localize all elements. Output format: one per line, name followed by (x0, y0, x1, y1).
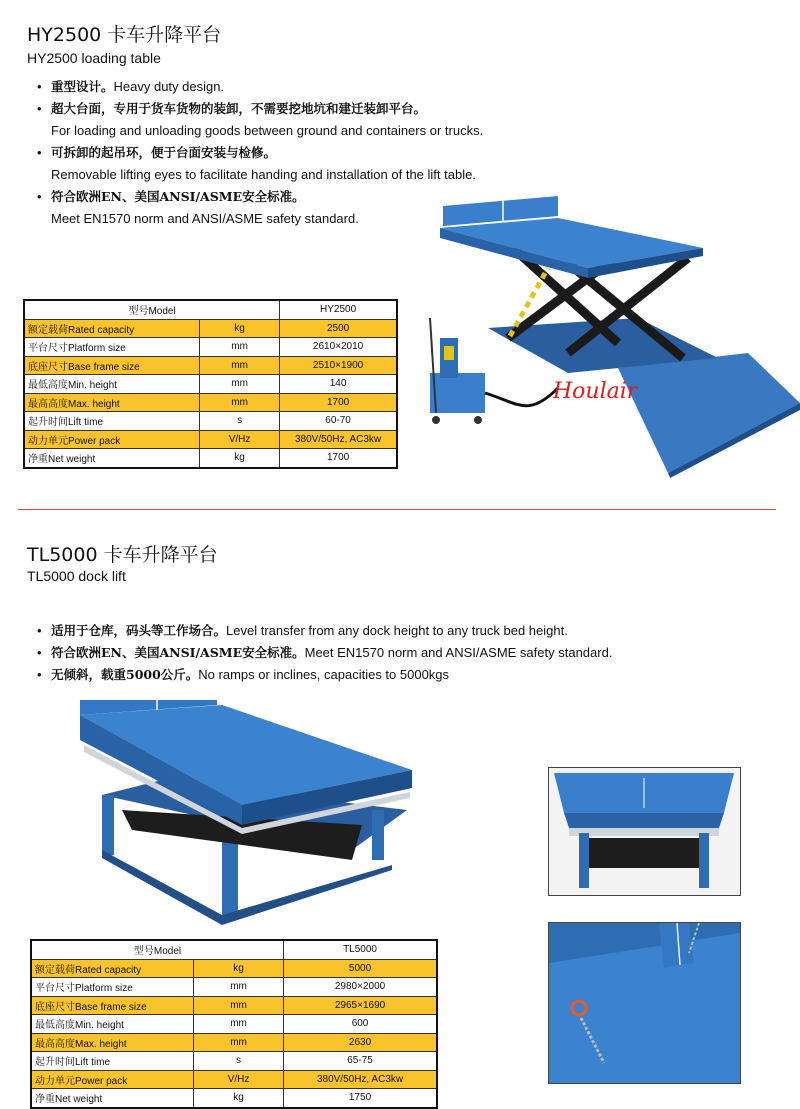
bullet-cn: 符合欧洲EN、美国ANSI/ASME安全标准。 (51, 645, 305, 660)
table-header-row (24, 300, 397, 319)
row-value: 380V/50Hz, AC3kw (280, 430, 397, 449)
row-value: 140 (280, 375, 397, 394)
row-unit: V/Hz (200, 430, 280, 449)
row-unit: kg (200, 319, 280, 338)
table-row (31, 1015, 437, 1034)
row-value: 2630 (284, 1033, 437, 1052)
table-row (24, 319, 397, 338)
table-row (24, 412, 397, 431)
bullet-item: • 符合欧洲EN、美国ANSI/ASME安全标准。 (37, 189, 305, 204)
row-value: 2965×1690 (284, 996, 437, 1015)
tl5000-detail-photo-1 (548, 767, 741, 896)
hy2500-spec-table (23, 299, 398, 469)
table-header-row (31, 940, 437, 959)
table-row (31, 978, 437, 997)
row-value: 600 (284, 1015, 437, 1034)
bullet-continuation: For loading and unloading goods between ground and containers or trucks. (51, 123, 484, 138)
row-value: 380V/50Hz, AC3kw (284, 1070, 437, 1089)
row-unit: mm (200, 393, 280, 412)
row-value: 1700 (280, 449, 397, 468)
row-value: 1750 (284, 1089, 437, 1108)
bullet-cn: 符合欧洲EN、美国ANSI/ASME安全标准。 (51, 189, 305, 204)
bullet-item: • 可拆卸的起吊环，便于台面安装与检修。 (37, 145, 277, 160)
row-label: 起升时间Lift time (24, 412, 200, 431)
row-value: 5000 (284, 959, 437, 978)
section1-subtitle: HY2500 loading table (27, 50, 161, 66)
section-divider (18, 509, 776, 510)
row-unit: mm (194, 996, 284, 1015)
row-unit: mm (200, 338, 280, 357)
section2-title: TL5000 卡车升降平台 (27, 544, 218, 566)
row-unit: s (200, 412, 280, 431)
section1-bullets (37, 76, 483, 230)
row-label: 额定载荷Rated capacity (31, 959, 194, 978)
row-unit: kg (194, 959, 284, 978)
table-row (31, 959, 437, 978)
row-label: 动力单元Power pack (24, 430, 200, 449)
table-header-value: HY2500 (280, 300, 397, 319)
row-label: 动力单元Power pack (31, 1070, 194, 1089)
row-label: 底座尺寸Base frame size (31, 996, 194, 1015)
table-row (24, 375, 397, 394)
row-label: 底座尺寸Base frame size (24, 356, 200, 375)
bullet-en: Meet EN1570 norm and ANSI/ASME safety standard. (304, 645, 613, 660)
row-value: 2610×2010 (280, 338, 397, 357)
row-value: 1700 (280, 393, 397, 412)
row-unit: mm (194, 978, 284, 997)
row-unit: mm (200, 375, 280, 394)
row-label: 平台尺寸Platform size (31, 978, 194, 997)
bullet-item: • 超大台面，专用于货车货物的装卸，不需要挖地坑和建迁装卸平台。 (37, 101, 427, 116)
bullet-continuation: Meet EN1570 norm and ANSI/ASME safety standard. (51, 211, 359, 226)
row-value: 2500 (280, 319, 397, 338)
table-row (24, 338, 397, 357)
section2-bullets (37, 620, 612, 686)
row-label: 平台尺寸Platform size (24, 338, 200, 357)
row-unit: mm (194, 1015, 284, 1034)
table-row (31, 1033, 437, 1052)
table-row (24, 393, 397, 412)
row-label: 最高高度Max. height (24, 393, 200, 412)
row-unit: mm (194, 1033, 284, 1052)
row-unit: kg (200, 449, 280, 468)
bullet-en: Heavy duty design. (113, 79, 225, 94)
bullet-continuation: Removable lifting eyes to facilitate handing and installation of the lift table. (51, 167, 476, 182)
bullet-item: • 符合欧洲EN、美国ANSI/ASME安全标准。Meet EN1570 norm and ANSI/ASME safety standard. (37, 645, 613, 660)
tl5000-detail-photo-2 (548, 922, 741, 1084)
bullet-en: Level transfer from any dock height to any truck bed height. (226, 623, 568, 638)
row-unit: mm (200, 356, 280, 375)
bullet-cn: 无倾斜，载重5000公斤。 (51, 667, 199, 682)
hy2500-lift-table-photo (418, 188, 800, 478)
bullet-item: • 无倾斜，载重5000公斤。No ramps or inclines, capacities to 5000kgs (37, 667, 450, 682)
bullet-cn: 可拆卸的起吊环，便于台面安装与检修。 (51, 145, 277, 160)
bullet-item: • 适用于仓库，码头等工作场合。Level transfer from any dock height to any truck bed height. (37, 623, 568, 638)
row-unit: V/Hz (194, 1070, 284, 1089)
row-label: 最低高度Min. height (24, 375, 200, 394)
bullet-item: • 重型设计。Heavy duty design. (37, 79, 225, 94)
table-header-value: TL5000 (284, 940, 437, 959)
row-unit: s (194, 1052, 284, 1071)
table-header-model: 型号Model (31, 940, 284, 959)
row-label: 净重Net weight (24, 449, 200, 468)
table-header-model: 型号Model (24, 300, 280, 319)
table-row (24, 449, 397, 468)
row-label: 净重Net weight (31, 1089, 194, 1108)
table-row (31, 1089, 437, 1108)
table-row (31, 996, 437, 1015)
table-row (31, 1052, 437, 1071)
row-value: 2510×1900 (280, 356, 397, 375)
row-label: 最低高度Min. height (31, 1015, 194, 1034)
tl5000-spec-table (30, 939, 438, 1109)
row-value: 65-75 (284, 1052, 437, 1071)
watermark-text: Houlair (553, 379, 638, 404)
tl5000-dock-lift-photo (62, 700, 424, 930)
table-row (24, 430, 397, 449)
bullet-cn: 重型设计。 (51, 79, 114, 94)
row-label: 起升时间Lift time (31, 1052, 194, 1071)
bullet-en: No ramps or inclines, capacities to 5000kgs (198, 667, 450, 682)
table-row (31, 1070, 437, 1089)
table-row (24, 356, 397, 375)
row-value: 60-70 (280, 412, 397, 431)
row-label: 额定载荷Rated capacity (24, 319, 200, 338)
row-label: 最高高度Max. height (31, 1033, 194, 1052)
row-unit: kg (194, 1089, 284, 1108)
bullet-cn: 超大台面，专用于货车货物的装卸，不需要挖地坑和建迁装卸平台。 (51, 101, 427, 116)
bullet-cn: 适用于仓库，码头等工作场合。 (51, 623, 227, 638)
section2-subtitle: TL5000 dock lift (27, 568, 126, 584)
section1-title: HY2500 卡车升降平台 (27, 24, 222, 46)
row-value: 2980×2000 (284, 978, 437, 997)
